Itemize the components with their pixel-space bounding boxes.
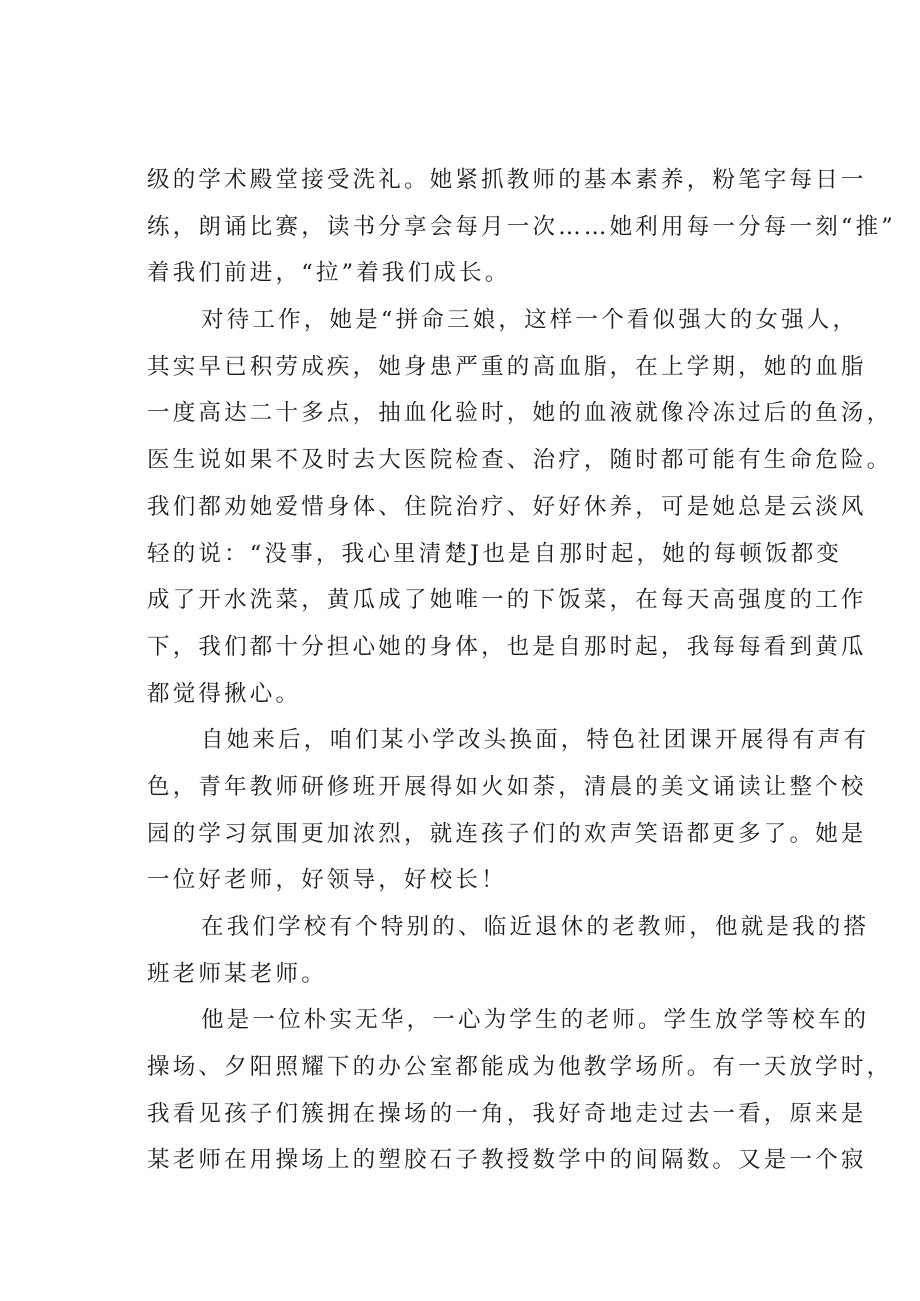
text-line: 成了开水洗菜，黄瓜成了她唯一的下饭菜，在每天高强度的工作 — [147, 587, 867, 614]
body-text — [147, 157, 897, 1184]
paragraph-start-line: 在我们学校有个特别的、临近退休的老教师，他就是我的搭 — [201, 914, 870, 940]
text-line: 医生说如果不及时去大医院检查、治疗，随时都可能有生命危险。 — [147, 447, 893, 474]
text-line: 级的学术殿堂接受洗礼。她紧抓教师的基本素养，粉笔字每日一 — [147, 167, 867, 193]
text-line: 色，青年教师研修班开展得如火如荼，清晨的美文诵读让整个校 — [147, 773, 867, 800]
text-line: 操场、夕阳照耀下的办公室都能成为他教学场所。有一天放学时， — [147, 1054, 893, 1081]
text-line: 轻的说：“没事，我心里清楚J也是自那时起，她的每顿饭都变 — [147, 540, 843, 567]
paragraph-start-line: 自她来后，咱们某小学改头换面，特色社团课开展得有声有 — [201, 727, 870, 754]
text-line: 一度高达二十多点，抽血化验时，她的血液就像冷冻过后的鱼汤， — [147, 400, 893, 427]
text-line: 我看见孩子们簇拥在操场的一角，我好奇地走过去一看，原来是 — [147, 1100, 867, 1127]
text-line: 我们都劝她爱惜身体、住院治疗、好好休养，可是她总是云淡风 — [147, 493, 867, 520]
text-line: 班老师某老师。 — [147, 960, 327, 987]
paragraph-start-line: 他是一位朴实无华，一心为学生的老师。学生放学等校车的 — [201, 1007, 870, 1034]
text-line: 都觉得揪心。 — [147, 680, 302, 707]
paragraph-start-line: 对待工作，她是“拼命三娘，这样一个看似强大的女强人， — [201, 307, 859, 334]
text-line: 一位好老师，好领导，好校长！ — [147, 867, 507, 894]
text-line: 其实早已积劳成疾，她身患严重的高血脂，在上学期，她的血脂 — [147, 353, 867, 380]
text-line: 某老师在用操场上的塑胶石子教授数学中的间隔数。又是一个寂 — [147, 1147, 867, 1174]
text-line: 着我们前进，“拉”着我们成长。 — [147, 260, 511, 287]
text-line: 园的学习氛围更加浓烈，就连孩子们的欢声笑语都更多了。她是 — [147, 820, 867, 847]
text-line: 下，我们都十分担心她的身体，也是自那时起，我每每看到黄瓜 — [147, 633, 867, 660]
text-line: 练，朗诵比赛，读书分享会每月一次……她利用每一分每一刻“推” — [147, 213, 897, 240]
